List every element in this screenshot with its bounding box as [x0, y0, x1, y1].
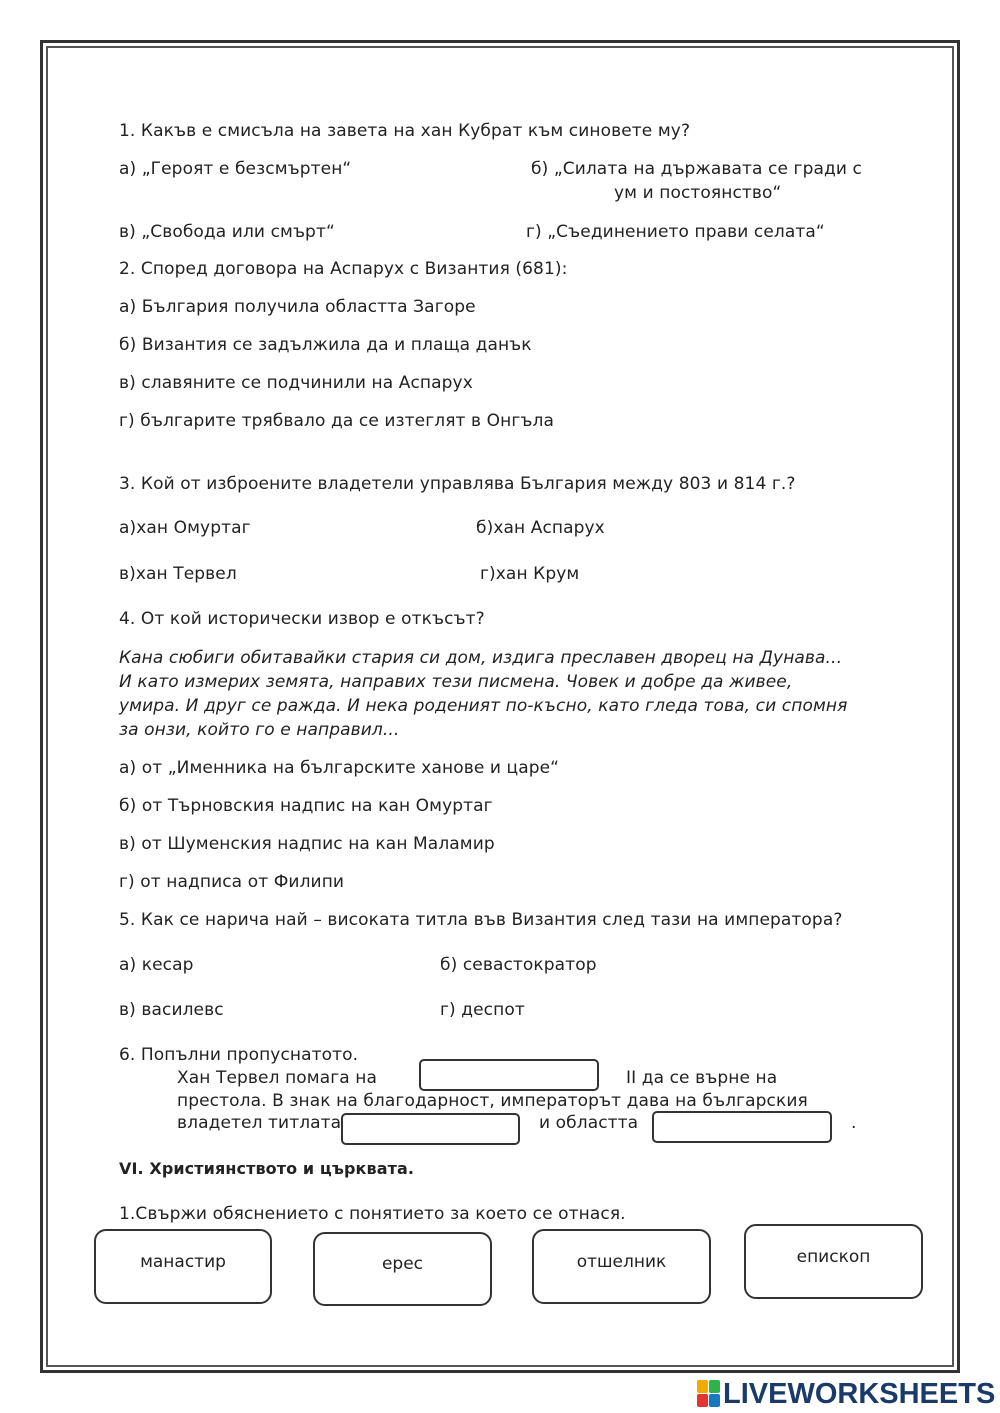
card-monastery[interactable] — [94, 1229, 272, 1304]
q1-option-b-line2: ум и постоянство“ — [614, 183, 782, 203]
q1-option-a: а) „Героят е безсмъртен“ — [119, 159, 352, 179]
card-hermit[interactable] — [532, 1229, 711, 1304]
liveworksheets-logo-text: LIVEWORKSHEETS — [723, 1377, 996, 1410]
q1-option-b-line1: б) „Силата на държавата се гради с — [531, 159, 862, 179]
liveworksheets-logo — [697, 1378, 995, 1410]
q6-blank-emperor-input[interactable] — [419, 1059, 599, 1091]
q3-option-a: а)хан Омуртаг — [119, 518, 251, 538]
q6-line3-mid: и областта — [539, 1113, 639, 1133]
card-bishop[interactable] — [744, 1224, 923, 1299]
q6-line3-start: владетел титлата — [177, 1113, 342, 1133]
q4-option-b: б) от Търновския надпис на кан Омуртаг — [119, 796, 493, 816]
question-4-text: 4. От кой исторически извор е откъсът? — [119, 609, 485, 629]
q2-option-a: а) България получила областта Загоре — [119, 297, 476, 317]
q5-option-a: а) кесар — [119, 955, 194, 975]
q5-option-c: в) василевс — [119, 1000, 224, 1020]
card-hermit-label: отшелник — [576, 1251, 667, 1272]
q5-option-b: б) севастократор — [440, 955, 597, 975]
q6-line1-start: Хан Тервел помага на — [177, 1068, 378, 1088]
q3-option-d: г)хан Крум — [480, 564, 580, 584]
q1-option-c: в) „Свобода или смърт“ — [119, 222, 335, 242]
q2-option-c: в) славяните се подчинили на Аспарух — [119, 373, 473, 393]
question-2-text: 2. Според договора на Аспарух с Византия (681): — [119, 259, 568, 279]
q6-blank-title-input[interactable] — [341, 1113, 520, 1145]
q1-option-d: г) „Съединението прави селата“ — [526, 222, 825, 242]
q4-option-c: в) от Шуменския надпис на кан Маламир — [119, 834, 495, 854]
card-heresy[interactable] — [313, 1232, 492, 1306]
question-5-text: 5. Как се нарича най – високата титла във Византия след тази на императора? — [119, 910, 843, 930]
card-bishop-label: епископ — [796, 1246, 871, 1267]
q4-option-d: г) от надписа от Филипи — [119, 872, 345, 892]
section-task-text: 1.Свържи обяснението с понятието за което се отнася. — [119, 1204, 626, 1224]
q4-quote-line-1: Кана сюбиги обитавайки стария си дом, издига преславен дворец на Дунава... — [119, 648, 843, 668]
q5-option-d: г) деспот — [440, 1000, 525, 1020]
card-monastery-label: манастир — [140, 1251, 226, 1272]
q6-line2: престола. В знак на благодарност, императорът дава на българския — [177, 1091, 808, 1111]
q6-blank-region-input[interactable] — [652, 1111, 832, 1143]
question-3-text: 3. Кой от изброените владетели управлява България между 803 и 814 г.? — [119, 474, 796, 494]
q4-quote-line-3: умира. И друг се ражда. И нека роденият по-късно, като гледа това, си спомня — [119, 696, 848, 716]
q2-option-d: г) българите трябвало да се изтеглят в Онгъла — [119, 411, 555, 431]
liveworksheets-logo-icon — [697, 1380, 721, 1408]
q3-option-c: в)хан Тервел — [119, 564, 237, 584]
card-heresy-label: ерес — [381, 1254, 424, 1274]
q3-option-b: б)хан Аспарух — [476, 518, 605, 538]
question-6-text: 6. Попълни пропуснатото. — [119, 1045, 359, 1065]
q6-line3-end: . — [851, 1113, 857, 1133]
section-title: VI. Християнството и църквата. — [119, 1159, 415, 1178]
q4-quote-line-4: за онзи, който го е направил... — [119, 720, 400, 740]
q6-line1-end: II да се върне на — [626, 1068, 778, 1088]
q4-quote-line-2: И като измерих земята, направих тези писмена. Човек и добре да живее, — [119, 672, 793, 692]
question-1-text: 1. Какъв е смисъла на завета на хан Кубрат към синовете му? — [119, 121, 691, 141]
q4-option-a: а) от „Именника на българските ханове и царе“ — [119, 758, 560, 778]
q2-option-b: б) Византия се задължила да и плаща данък — [119, 335, 532, 355]
